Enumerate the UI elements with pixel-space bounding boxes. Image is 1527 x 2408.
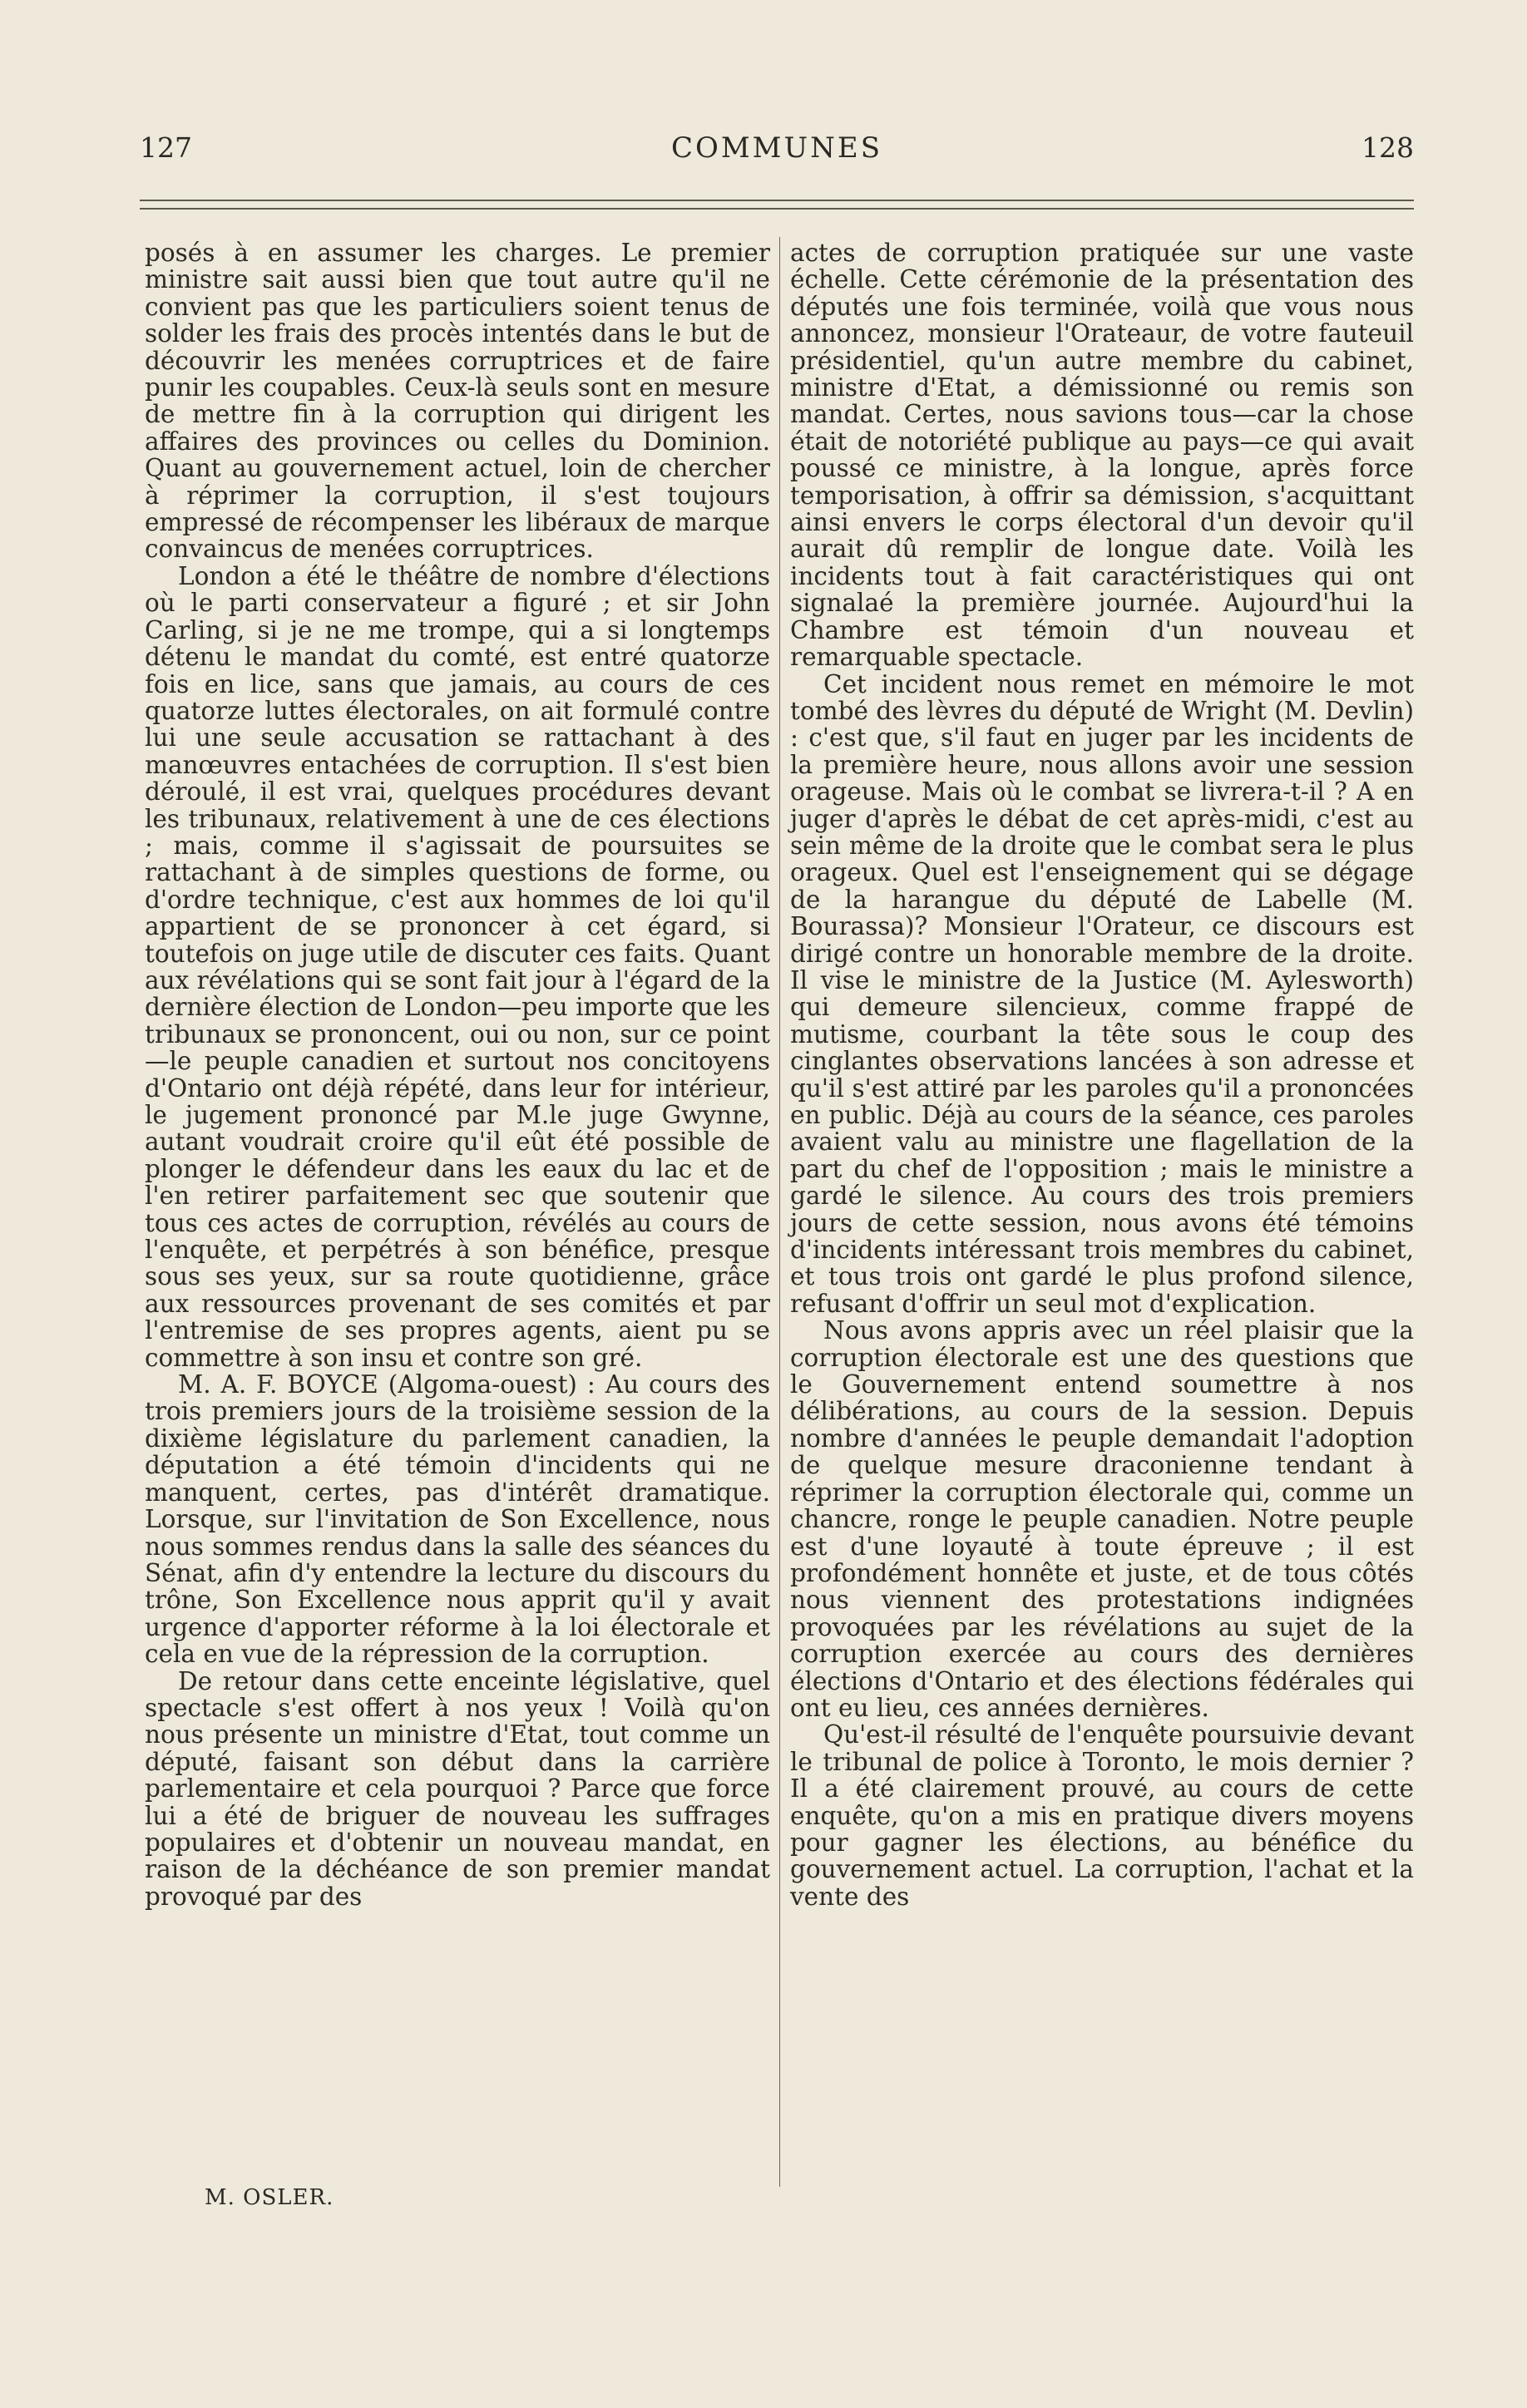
paragraph: M. A. F. BOYCE (Algoma-ouest) : Au cours des trois premiers jours de la troisième session de la dixième législature du parlement canadien, la députation a été témoin d'incidents qui ne manquent, certes, pas d'intérêt dramatique. Lorsque, sur l'invitation de Son Excellence, nous nous sommes rendus dans la salle des séances du Sénat, afin d'y entendre la lecture du discours du trône, Son Excellence nous apprit qu'il y avait urgence d'apporter réforme à la loi électorale et cela en vue de la répression de la corruption.	[145, 1370, 770, 1669]
paragraph: posés à en assumer les charges. Le premier ministre sait aussi bien que tout autre qu'il ne convient pas que les particuliers soient tenus de solder les frais des procès intentés dans le but de découvrir les menées corruptrices et de faire punir les coupables. Ceux-là seuls sont en mesure de mettre fin à la corruption qui dirigent les affaires des provinces ou celles du Dominion. Quant au gouvernement actuel, loin de chercher à réprimer la corruption, il s'est toujours empressé de récompenser les libéraux de marque convaincus de menées corruptrices.	[145, 239, 770, 564]
running-title: COMMUNES	[670, 131, 883, 165]
header-rule-top	[140, 200, 1414, 201]
right-column	[790, 239, 1414, 1910]
page-number-left: 127	[140, 131, 192, 164]
paragraph: De retour dans cette enceinte législative, quel spectacle s'est offert à nos yeux ! Voilà qu'on nous présente un ministre d'Etat, tout comme un député, faisant son début dans la carrière parlementaire et cela pourquoi ? Parce que force lui a été de briguer de nouveau les suffrages populaires et d'obtenir un nouveau mandat, en raison de la déchéance de son premier mandat provoqué par des	[145, 1666, 770, 1911]
paragraph: Cet incident nous remet en mémoire le mot tombé des lèvres du député de Wright (M. Devlin) : c'est que, s'il faut en juger par les incidents de la première heure, nous allons avoir une session orageuse. Mais où le combat se livrera-t-il ? A en juger d'après le débat de cet après-midi, c'est au sein même de la droite que le combat sera le plus orageux. Quel est l'enseignement qui se dégage de la harangue du député de Labelle (M. Bourassa)? Monsieur l'Orateur, ce discours est dirigé contre un honorable membre de la droite. Il vise le ministre de la Justice (M. Aylesworth) qui demeure silencieux, comme frappé de mutisme, courbant la tête sous le coup des cinglantes observations lancées à son adresse et qu'il s'est attiré par les paroles qu'il a prononcées en public. Déjà au cours de la séance, ces paroles avaient valu au ministre une flagellation de la part du chef de l'opposition ; mais le ministre a gardé le silence. Au cours des trois premiers jours de cette session, nous avons été témoins d'incidents intéressant trois membres du cabinet, et tous trois ont gardé le plus profond silence, refusant d'offrir un seul mot d'explication.	[790, 669, 1414, 1318]
paragraph: actes de corruption pratiquée sur une vaste échelle. Cette cérémonie de la présentation des députés une fois terminée, voilà que vous nous annoncez, monsieur l'Orateaur, de votre fauteuil présidentiel, qu'un autre membre du cabinet, ministre d'Etat, a démissionné ou remis son mandat. Certes, nous savions tous—car la chose était de notoriété publique au pays—ce qui avait poussé ce ministre, à la longue, après force temporisation, à offrir sa démission, s'acquittant ainsi envers le corps électoral d'un devoir qu'il aurait dû remplir de longue date. Voilà les incidents tout à fait caractéristiques qui ont signalaé la première journée. Aujourd'hui la Chambre est témoin d'un nouveau et remarquable spectacle.	[790, 239, 1414, 672]
paragraph: London a été le théâtre de nombre d'élections où le parti conservateur a figuré ; et sir John Carling, si je ne me trompe, qui a si longtemps détenu le mandat du comté, est entré quatorze fois en lice, sans que jamais, au cours de ces quatorze luttes électorales, on ait formulé contre lui une seule accusation se rattachant à des manœuvres entachées de corruption. Il s'est bien déroulé, il est vrai, quelques procédures devant les tribunaux, relativement à une de ces élections ; mais, comme il s'agissait de poursuites se rattachant à de simples questions de forme, ou d'ordre technique, c'est aux hommes de loi qu'il appartient de se prononcer à cet égard, si toutefois on juge utile de discuter ces faits. Quant aux révélations qui se sont fait jour à l'égard de la dernière élection de London—peu importe que les tribunaux se prononcent, oui ou non, sur ce point—le peuple canadien et surtout nos concitoyens d'Ontario ont déjà répété, dans leur for intérieur, le jugement prononcé par M.le juge Gwynne, autant voudrait croire qu'il eût été possible de plonger le défendeur dans les eaux du lac et de l'en retirer parfaitement sec que soutenir que tous ces actes de corruption, révélés au cours de l'enquête, et perpétrés à son bénéfice, presque sous ses yeux, sur sa route quotidienne, grâce aux ressources provenant de ses comités et par l'entremise de ses propres agents, aient pu se commettre à son insu et contre son gré.	[145, 561, 770, 1372]
page-number-right: 128	[1361, 131, 1414, 164]
column-divider	[779, 237, 780, 2187]
paragraph: Nous avons appris avec un réel plaisir que la corruption électorale est une des questions que le Gouvernement entend soumettre à nos délibérations, au cours de la session. Depuis nombre d'années le peuple demandait l'adoption de quelque mesure draconienne tendant à réprimer la corruption électorale qui, comme un chancre, ronge le peuple canadien. Notre peuple est d'une loyauté à toute épreuve ; il est profondément honnête et juste, et de tous côtés nous viennent des protestations indignées provoquées par les révélations au sujet de la corruption exercée au cours des dernières élections d'Ontario et des élections fédérales qui ont eu lieu, ces années dernières.	[790, 1316, 1414, 1722]
footer-speaker: M. OSLER.	[205, 2185, 334, 2210]
page-header	[140, 131, 1414, 173]
left-column	[145, 239, 770, 1910]
header-rule-bottom	[140, 208, 1414, 210]
paragraph: Qu'est-il résulté de l'enquête poursuivie devant le tribunal de police à Toronto, le mois dernier ? Il a été clairement prouvé, au cours de cette enquête, qu'on a mis en pratique divers moyens pour gagner les élections, au bénéfice du gouvernement actuel. La corruption, l'achat et la vente des	[790, 1720, 1414, 1911]
